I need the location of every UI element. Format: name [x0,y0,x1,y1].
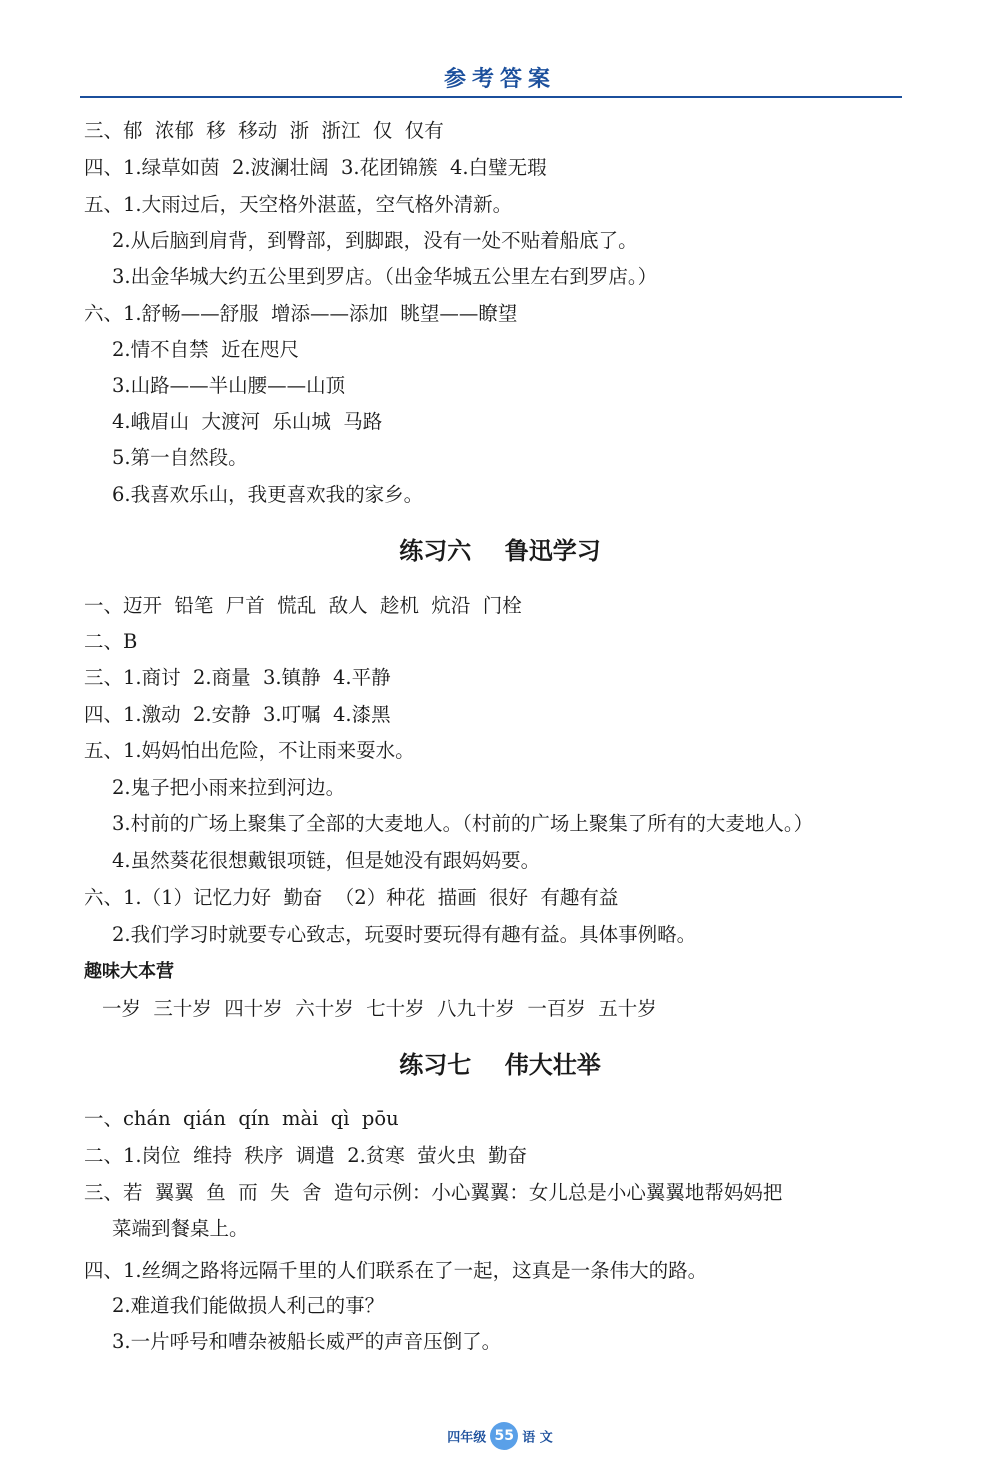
answer-line: 五、1.妈妈怕出危险，不让雨来耍水。 [84,739,415,762]
answer-line: 六、1.（1）记忆力好 勤奋 （2）种花 描画 很好 有趣有益 [84,886,619,909]
page-header-title: 参考答案 [443,67,556,92]
answer-line: 4.峨眉山 大渡河 乐山城 马路 [112,410,383,433]
answer-line: 3.一片呼号和嘈杂被船长威严的声音压倒了。 [112,1330,502,1353]
answer-line: 4.虽然葵花很想戴银项链，但是她没有跟妈妈要。 [112,849,541,872]
answer-line: 三、若 翼翼 鱼 而 失 舍 造句示例：小心翼翼：女儿总是小心翼翼地帮妈妈把 [84,1181,783,1204]
answer-line: 四、1.绿草如茵 2.波澜壮阔 3.花团锦簇 4.白璧无瑕 [84,156,547,179]
answer-line: 五、1.大雨过后，天空格外湛蓝，空气格外清新。 [84,193,513,216]
answer-line: 六、1.舒畅——舒服 增添——添加 眺望——瞭望 [84,302,518,325]
header-divider [80,96,902,98]
answer-line: 菜端到餐桌上。 [112,1217,249,1240]
section-title: 练习六 鲁迅学习 [399,537,601,565]
answer-line: 3.村前的广场上聚集了全部的大麦地人。（村前的广场上聚集了所有的大麦地人。） [112,812,814,835]
answer-line: 一、chán qián qín mài qì pōu [84,1107,399,1130]
answer-line: 一、迈开 铅笔 尸首 慌乱 敌人 趁机 炕沿 门栓 [84,594,522,617]
answer-line: 5.第一自然段。 [112,446,248,469]
section-title: 练习七 伟大壮举 [399,1051,601,1079]
answer-line: 2.从后脑到肩背，到臀部，到脚跟，没有一处不贴着船底了。 [112,229,638,252]
footer-grade: 四年级 [447,1430,487,1446]
answer-line: 一岁 三十岁 四十岁 六十岁 七十岁 八九十岁 一百岁 五十岁 [102,997,657,1020]
answer-line: 2.鬼子把小雨来拉到河边。 [112,776,346,799]
answer-line: 三、1.商讨 2.商量 3.镇静 4.平静 [84,666,391,689]
page-number-badge: 55 [490,1422,518,1450]
answer-line: 三、郁 浓郁 移 移动 浙 浙江 仅 仅有 [84,119,444,142]
answer-line: 四、1.激动 2.安静 3.叮嘱 4.漆黑 [84,703,391,726]
bonus-heading: 趣味大本营 [84,961,174,982]
page-footer [0,1422,1000,1450]
answer-line: 2.难道我们能做损人利己的事？ [112,1294,385,1317]
answer-line: 2.情不自禁 近在咫尺 [112,338,300,361]
answer-line: 二、1.岗位 维持 秩序 调遣 2.贫寒 萤火虫 勤奋 [84,1144,528,1167]
answer-line: 3.出金华城大约五公里到罗店。（出金华城五公里左右到罗店。） [112,265,658,288]
footer-subject: 语 文 [522,1430,553,1446]
answer-line: 2.我们学习时就要专心致志，玩耍时要玩得有趣有益。具体事例略。 [112,923,697,946]
answer-line: 6.我喜欢乐山，我更喜欢我的家乡。 [112,483,424,506]
answer-line: 二、B [84,630,138,653]
answer-line: 四、1.丝绸之路将远隔千里的人们联系在了一起，这真是一条伟大的路。 [84,1259,708,1282]
answer-line: 3.山路——半山腰——山顶 [112,374,346,397]
